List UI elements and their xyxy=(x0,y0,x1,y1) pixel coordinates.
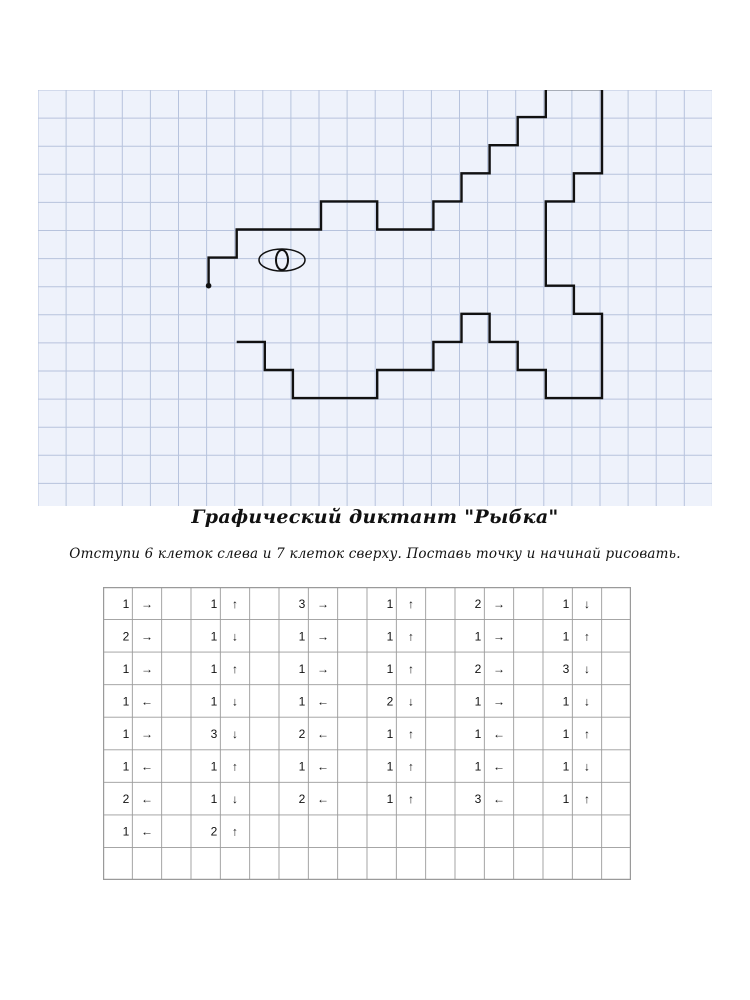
direction-arrow-icon: → xyxy=(141,727,153,741)
table-cell xyxy=(387,629,414,643)
table-cell xyxy=(475,792,505,806)
step-count: 2 xyxy=(298,727,306,741)
step-count: 1 xyxy=(474,694,482,709)
direction-arrow-icon: ← xyxy=(141,824,153,839)
direction-arrow-icon: ↓ xyxy=(408,694,414,709)
table-cell xyxy=(387,760,414,774)
step-count: 2 xyxy=(122,792,130,807)
table-cell xyxy=(563,629,590,643)
step-count: 1 xyxy=(210,596,218,611)
step-count: 1 xyxy=(562,727,570,741)
table-cell xyxy=(123,694,153,708)
table-cell xyxy=(299,694,329,708)
table-cell xyxy=(475,597,505,611)
table-cell xyxy=(211,662,238,676)
step-count: 1 xyxy=(386,596,394,611)
table-cell xyxy=(123,760,153,774)
table-cell xyxy=(387,694,414,708)
step-count: 1 xyxy=(122,596,130,611)
table-cell xyxy=(563,760,590,774)
step-count: 3 xyxy=(210,727,218,741)
step-count: 1 xyxy=(210,792,218,807)
direction-arrow-icon: → xyxy=(493,596,505,611)
table-cell xyxy=(299,760,329,774)
table-cell xyxy=(211,629,238,643)
table-cell xyxy=(563,597,590,611)
step-count: 1 xyxy=(122,759,130,774)
step-count: 1 xyxy=(298,661,306,676)
direction-arrow-icon: ← xyxy=(317,727,329,741)
direction-arrow-icon: ← xyxy=(141,694,153,709)
table-cells xyxy=(123,597,590,839)
direction-arrow-icon: → xyxy=(317,629,329,644)
direction-arrow-icon: ← xyxy=(141,759,153,774)
step-count: 1 xyxy=(298,629,306,644)
direction-arrow-icon: ↑ xyxy=(408,629,414,644)
direction-arrow-icon: → xyxy=(317,596,329,611)
direction-arrow-icon: → xyxy=(141,629,153,644)
step-count: 1 xyxy=(386,792,394,807)
step-count: 1 xyxy=(474,759,482,774)
table-cell xyxy=(475,727,505,741)
step-count: 3 xyxy=(562,661,570,676)
direction-arrow-icon: ← xyxy=(493,792,505,807)
direction-arrow-icon: ← xyxy=(317,792,329,807)
direction-arrow-icon: → xyxy=(141,596,153,611)
direction-arrow-icon: ↑ xyxy=(232,759,238,774)
step-count: 1 xyxy=(298,759,306,774)
direction-arrow-icon: ← xyxy=(141,792,153,807)
step-count: 2 xyxy=(298,792,306,807)
table-cell xyxy=(387,597,414,611)
table-cell xyxy=(123,629,153,643)
step-count: 1 xyxy=(122,694,130,709)
direction-arrow-icon: ↑ xyxy=(584,792,590,807)
direction-arrow-icon: ← xyxy=(493,759,505,774)
table-cell xyxy=(211,727,238,741)
direction-arrow-icon: ↑ xyxy=(584,727,590,741)
step-count: 1 xyxy=(386,661,394,676)
direction-arrow-icon: ← xyxy=(493,727,505,741)
table-cell xyxy=(123,662,153,676)
step-count: 2 xyxy=(210,824,218,839)
step-count: 1 xyxy=(298,694,306,709)
step-count: 1 xyxy=(562,629,570,644)
step-count: 1 xyxy=(210,661,218,676)
step-count: 2 xyxy=(474,596,482,611)
step-count: 1 xyxy=(474,629,482,644)
table-cell xyxy=(299,727,329,741)
table-cell xyxy=(387,727,414,741)
step-count: 3 xyxy=(298,596,306,611)
table-cell xyxy=(123,727,153,741)
direction-arrow-icon: ↓ xyxy=(584,694,590,709)
direction-arrow-icon: → xyxy=(493,629,505,644)
table-cell xyxy=(563,727,590,741)
direction-arrow-icon: ↓ xyxy=(232,792,238,807)
direction-arrow-icon: ↑ xyxy=(408,759,414,774)
step-count: 1 xyxy=(386,727,394,741)
step-count: 1 xyxy=(122,824,130,839)
step-count: 1 xyxy=(386,629,394,644)
step-count: 1 xyxy=(562,759,570,774)
direction-arrow-icon: ↑ xyxy=(232,661,238,676)
direction-arrow-icon: ↓ xyxy=(232,629,238,644)
step-count: 1 xyxy=(210,759,218,774)
direction-arrow-icon: ↑ xyxy=(408,792,414,807)
step-count: 1 xyxy=(474,727,482,741)
table-cell xyxy=(475,760,505,774)
table-cell xyxy=(563,694,590,708)
step-count: 2 xyxy=(386,694,394,709)
table-cell xyxy=(475,694,505,708)
table-cell xyxy=(563,792,590,806)
table-grid xyxy=(103,587,631,880)
page-title: Графический диктант "Рыбка" xyxy=(191,506,559,528)
direction-arrow-icon: ↓ xyxy=(584,661,590,676)
step-count: 1 xyxy=(386,759,394,774)
step-count: 1 xyxy=(122,661,130,676)
step-count: 1 xyxy=(562,792,570,807)
table-cell xyxy=(563,662,590,676)
direction-arrow-icon: → xyxy=(493,661,505,676)
direction-arrow-icon: ← xyxy=(317,694,329,709)
step-count: 1 xyxy=(122,727,130,741)
direction-arrow-icon: ← xyxy=(317,759,329,774)
direction-arrow-icon: → xyxy=(317,661,329,676)
table-cell xyxy=(211,597,238,611)
table-cell xyxy=(475,629,505,643)
table-cell xyxy=(299,629,329,643)
table-cell xyxy=(123,825,153,839)
table-cell xyxy=(299,792,329,806)
direction-arrow-icon: ↓ xyxy=(232,694,238,709)
step-count: 1 xyxy=(562,694,570,709)
table-cell xyxy=(211,760,238,774)
direction-arrow-icon: → xyxy=(493,694,505,709)
table-cell xyxy=(211,694,238,708)
table-cell xyxy=(475,662,505,676)
table-cell xyxy=(387,662,414,676)
direction-arrow-icon: ↑ xyxy=(232,824,238,839)
direction-arrow-icon: ↓ xyxy=(584,596,590,611)
table-cell xyxy=(387,792,414,806)
direction-arrow-icon: ↑ xyxy=(408,596,414,611)
start-dot xyxy=(206,283,212,289)
table-cell xyxy=(299,662,329,676)
step-count: 1 xyxy=(210,629,218,644)
instruction-text: Отступи 6 клеток слева и 7 клеток сверху. Поставь точку и начинай рисовать. xyxy=(69,546,681,562)
table-cell xyxy=(299,597,329,611)
table-cell xyxy=(211,825,238,839)
table-cell xyxy=(123,597,153,611)
step-count: 3 xyxy=(474,792,482,807)
step-count: 2 xyxy=(122,629,130,644)
table-cell xyxy=(123,792,153,806)
direction-arrow-icon: ↑ xyxy=(232,596,238,611)
direction-arrow-icon: ↑ xyxy=(408,727,414,741)
direction-arrow-icon: ↑ xyxy=(408,661,414,676)
step-count: 1 xyxy=(210,694,218,709)
direction-arrow-icon: ↓ xyxy=(584,759,590,774)
table-cell xyxy=(211,792,238,806)
step-count: 2 xyxy=(474,661,482,676)
direction-arrow-icon: ↓ xyxy=(232,727,238,741)
direction-arrow-icon: ↑ xyxy=(584,629,590,644)
step-count: 1 xyxy=(562,596,570,611)
dictation-table xyxy=(103,587,631,880)
direction-arrow-icon: → xyxy=(141,661,153,676)
grid-paper xyxy=(38,90,712,506)
